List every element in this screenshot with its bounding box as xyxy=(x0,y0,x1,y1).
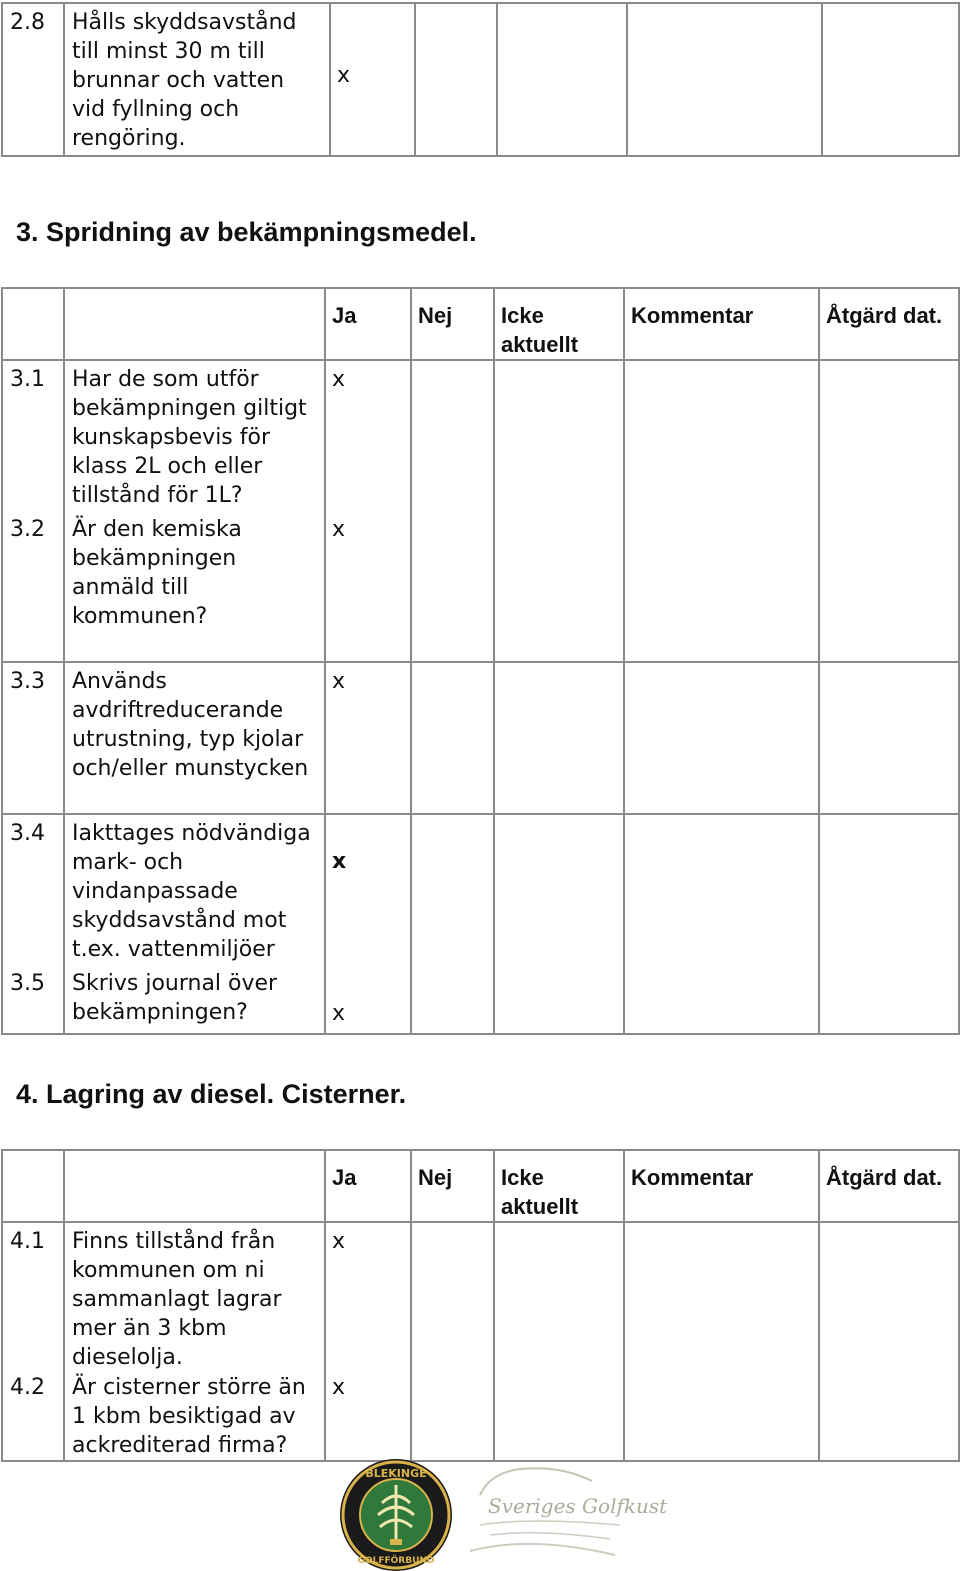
header-ja: Ja xyxy=(325,288,411,360)
nej-cell xyxy=(415,3,497,156)
row-question-group xyxy=(64,814,325,1034)
icke-aktuellt-cell xyxy=(494,360,624,662)
svg-text:Sveriges Golfkust: Sveriges Golfkust xyxy=(488,1494,668,1518)
ja-mark: x xyxy=(337,63,351,88)
table-header-row xyxy=(2,288,959,360)
section-3-title: 3. Spridning av bekämpningsmedel. xyxy=(16,217,477,247)
ja-mark: x xyxy=(332,1001,346,1026)
row-question: Iakttages nödvändiga mark- och vindanpassade skyddsavstånd mot t.ex. vattenmiljöer xyxy=(72,821,311,962)
kommentar-cell xyxy=(624,1222,819,1461)
table-section-4 xyxy=(1,1149,960,1462)
ja-mark: x xyxy=(325,662,411,814)
svg-text:GOLFFÖRBUND: GOLFFÖRBUND xyxy=(357,1556,435,1566)
kommentar-cell xyxy=(624,814,819,1034)
row-question: Är cisterner större än 1 kbm besiktigad av ackrediterad firma? xyxy=(72,1375,306,1458)
svg-text:BLEKINGE: BLEKINGE xyxy=(365,1467,427,1480)
table-row xyxy=(2,1222,959,1461)
ja-mark: x xyxy=(332,1229,346,1254)
kommentar-cell xyxy=(624,662,819,814)
nej-cell xyxy=(411,360,494,662)
row-number: 3.1 xyxy=(10,367,45,392)
table-section-3 xyxy=(1,287,960,1035)
ja-cell xyxy=(325,1222,411,1461)
kommentar-cell xyxy=(624,360,819,662)
nej-cell xyxy=(411,662,494,814)
header-icke-aktuellt: Icke aktuellt xyxy=(494,1150,624,1222)
header-atgard: Åtgärd dat. xyxy=(819,288,959,360)
row-question: Finns tillstånd från kommunen om ni sammanlagt lagrar mer än 3 kbm dieselolja. xyxy=(72,1229,282,1370)
row-number-group xyxy=(2,814,64,1034)
atgard-cell xyxy=(819,1222,959,1461)
atgard-cell xyxy=(819,814,959,1034)
icke-aktuellt-cell xyxy=(494,814,624,1034)
row-number: 2.8 xyxy=(2,3,64,156)
row-question: Skrivs journal över bekämpningen? xyxy=(72,971,278,1025)
table-row xyxy=(2,814,959,1034)
ja-cell xyxy=(325,360,411,662)
header-nej: Nej xyxy=(411,1150,494,1222)
row-question: Används avdriftreducerande utrustning, typ kjolar och/eller munstycken xyxy=(64,662,325,814)
table-row xyxy=(2,360,959,662)
atgard-cell xyxy=(822,3,959,156)
row-question-group xyxy=(64,360,325,662)
header-question-blank xyxy=(64,1150,325,1222)
row-number: 3.3 xyxy=(2,662,64,814)
row-number-group xyxy=(2,1222,64,1461)
atgard-cell xyxy=(819,662,959,814)
ja-cell xyxy=(330,3,415,156)
icke-aktuellt-cell xyxy=(494,1222,624,1461)
header-kommentar: Kommentar xyxy=(624,288,819,360)
nej-cell xyxy=(411,1222,494,1461)
ja-mark: x xyxy=(332,367,346,392)
table-row xyxy=(2,662,959,814)
table-header-row xyxy=(2,1150,959,1222)
row-number: 4.2 xyxy=(10,1375,45,1400)
ja-mark: x xyxy=(332,849,347,874)
ja-mark: x xyxy=(332,1375,346,1400)
row-number: 4.1 xyxy=(10,1229,45,1254)
kommentar-cell xyxy=(627,3,822,156)
table-row xyxy=(2,3,959,156)
icke-aktuellt-cell xyxy=(497,3,627,156)
row-number: 3.2 xyxy=(10,517,45,542)
footer-logos xyxy=(330,1455,668,1567)
sveriges-golfkust-logo xyxy=(470,1468,668,1555)
header-nej: Nej xyxy=(411,288,494,360)
nej-cell xyxy=(411,814,494,1034)
row-number: 3.5 xyxy=(10,971,45,996)
row-question-group xyxy=(64,1222,325,1461)
row-number: 3.4 xyxy=(10,821,45,846)
header-num-blank xyxy=(2,288,64,360)
header-icke-aktuellt: Icke aktuellt xyxy=(494,288,624,360)
row-question: Har de som utför bekämpningen giltigt kunskapsbevis för klass 2L och eller tillstånd för 1L? xyxy=(72,367,307,508)
icke-aktuellt-cell xyxy=(494,662,624,814)
header-ja: Ja xyxy=(325,1150,411,1222)
ja-mark: x xyxy=(332,517,346,542)
table-section-2-tail xyxy=(1,2,960,157)
blekinge-golfforbund-logo xyxy=(340,1459,452,1571)
atgard-cell xyxy=(819,360,959,662)
ja-cell xyxy=(325,814,411,1034)
row-question: Är den kemiska bekämpningen anmäld till kommunen? xyxy=(72,517,242,629)
section-4-title: 4. Lagring av diesel. Cisterner. xyxy=(16,1079,407,1109)
logos-graphic xyxy=(330,1455,668,1567)
header-atgard: Åtgärd dat. xyxy=(819,1150,959,1222)
header-kommentar: Kommentar xyxy=(624,1150,819,1222)
row-question: Hålls skyddsavstånd till minst 30 m till brunnar och vatten vid fyllning och rengöring. xyxy=(64,3,330,156)
row-number-group xyxy=(2,360,64,662)
header-question-blank xyxy=(64,288,325,360)
header-num-blank xyxy=(2,1150,64,1222)
